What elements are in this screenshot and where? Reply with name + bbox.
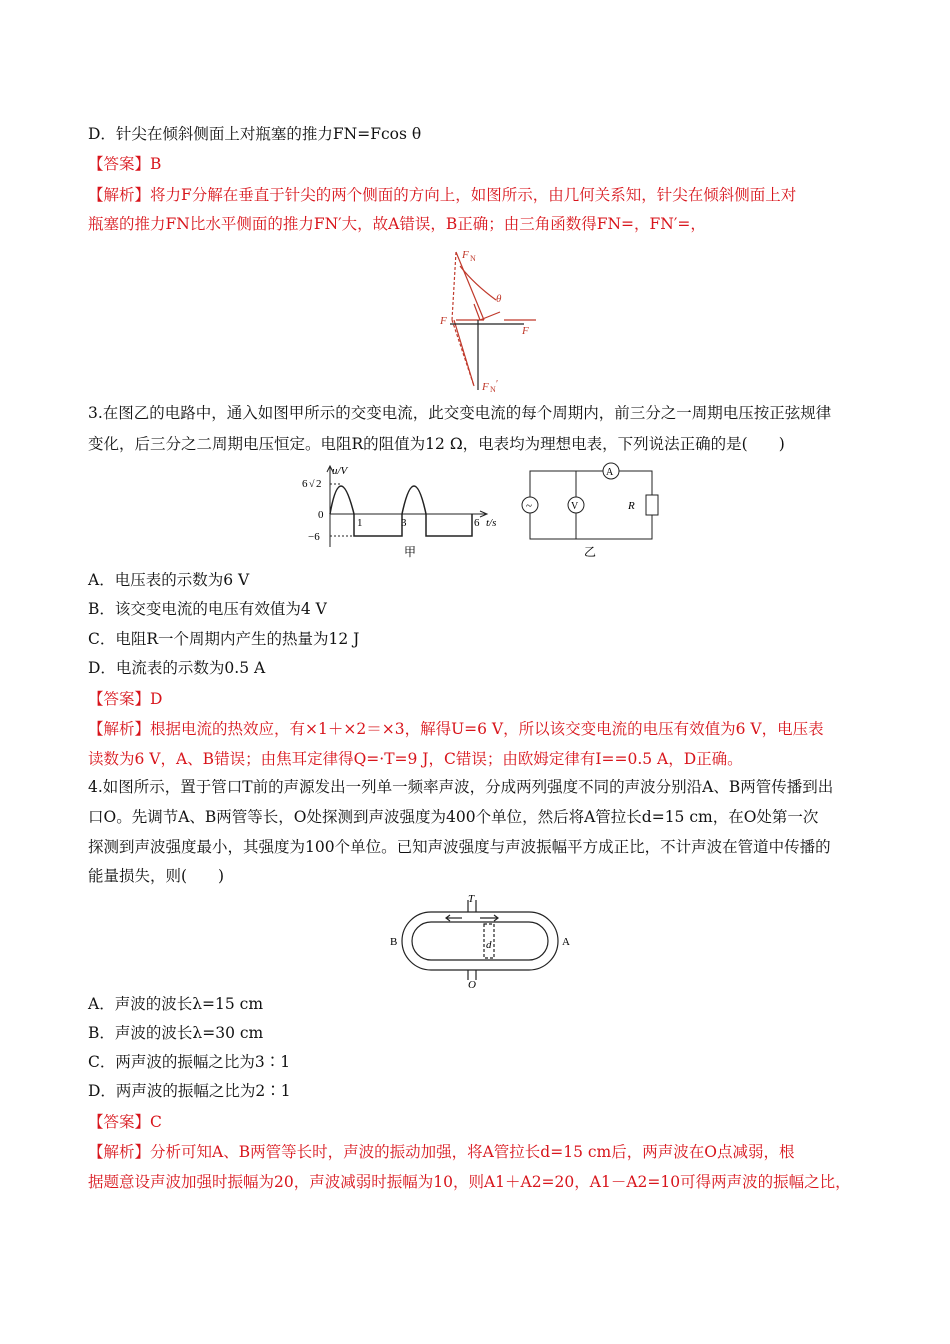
sine-hump-1 <box>330 486 354 514</box>
dashed-line <box>452 252 456 320</box>
answer-tag: 【答案】 <box>88 690 151 708</box>
x3-label: 3 <box>401 517 407 529</box>
tube-diagram <box>386 892 576 991</box>
q4-option-d: D．两声波的振幅之比为2∶1 <box>88 1082 291 1100</box>
resistor <box>646 495 658 515</box>
q4-stem-line1: 4.如图所示，置于管口T前的声源发出一列单一频率声波，分成两列强度不同的声波分别沿A、B两管传播到出 <box>88 778 834 796</box>
q3-stem-line2: 变化，后三分之二周期电压恒定。电阻R的阻值为12 Ω，电表均为理想电表，下列说法正确的是( ) <box>88 435 785 453</box>
ammeter-label: A <box>606 467 614 478</box>
answer-value: B <box>150 155 162 173</box>
t-axis-label: t/s <box>486 517 497 529</box>
q4-answer-line <box>88 1111 162 1133</box>
q3-analysis-line2: 读数为6 V，A、B错误；由焦耳定律得Q=·T=9 J，C错误；由欧姆定律有I==0.5 A，D正确。 <box>88 750 743 768</box>
circuit-caption: 乙 <box>584 545 597 559</box>
analysis-tag: 【解析】 <box>88 186 151 204</box>
answer-tag: 【答案】 <box>88 1113 151 1131</box>
q4-option-b: B．声波的波长λ=30 cm <box>88 1024 264 1042</box>
d-label: d <box>486 939 492 951</box>
y-top-label-a: 6 <box>302 478 308 490</box>
voltmeter-label: V <box>571 501 579 512</box>
q2-answer-line <box>88 153 161 175</box>
q4-analysis-line2: 据题意设声波加强时振幅为20，声波减弱时振幅为10，则A1＋A2=20，A1－A2=10可得两声波的振幅之比， <box>88 1173 851 1191</box>
q4-stem-line4: 能量损失，则( ) <box>88 867 225 885</box>
fn-prime-vector <box>454 320 474 386</box>
inner-tube <box>412 922 548 960</box>
analysis-tag: 【解析】 <box>88 1143 151 1161</box>
resistor-label: R <box>628 500 635 512</box>
sqrt-sign: √ <box>309 479 315 490</box>
outer-tube <box>402 912 558 970</box>
answer-tag: 【答案】 <box>88 155 151 173</box>
answer-value: C <box>150 1113 162 1131</box>
fn-prime-label: F <box>482 381 489 393</box>
y-zero-label: 0 <box>318 509 324 521</box>
graph-caption: 甲 <box>404 545 417 559</box>
y-bottom-label: −6 <box>308 531 320 543</box>
fn-prime-sub: N <box>490 385 496 394</box>
source-symbol: ~ <box>526 500 532 512</box>
theta-arc <box>460 266 496 300</box>
answer-value: D <box>150 690 163 708</box>
analysis-text: 分析可知A、B两管等长时，声波的振动加强，将A管拉长d=15 cm后，两声波在O点减弱，根 <box>150 1143 795 1161</box>
q4-option-a: A．声波的波长λ=15 cm <box>88 995 264 1013</box>
theta-label: θ <box>496 293 502 305</box>
q4-option-c: C．两声波的振幅之比为3∶1 <box>88 1053 291 1071</box>
q3-option-a: A．电压表的示数为6 V <box>88 571 250 589</box>
f-label-left: F <box>440 315 447 327</box>
t-label: T <box>468 893 475 905</box>
q3-option-d: D．电流表的示数为0.5 A <box>88 659 266 677</box>
voltage-graph <box>298 463 508 563</box>
q4-analysis-line1 <box>88 1141 794 1163</box>
u-axis-label: u/V <box>332 465 348 477</box>
analysis-text: 根据电流的热效应，有×1＋×2＝×3，解得U=6 V，所以该交变电流的电压有效值为6 V，电压表 <box>150 720 824 738</box>
analysis-text: 将力F分解在垂直于针尖的两个侧面的方向上，如图所示，由几何关系知，针尖在倾斜侧面上对 <box>150 186 797 204</box>
q3-stem-line1: 3.在图乙的电路中，通入如图甲所示的交变电流，此交变电流的每个周期内，前三分之一周期电压按正弦规律 <box>88 404 832 422</box>
analysis-tag: 【解析】 <box>88 720 151 738</box>
q3-option-b: B．该交变电流的电压有效值为4 V <box>88 600 327 618</box>
f-label-right: F <box>522 325 529 337</box>
sine-hump-2 <box>402 486 426 514</box>
constant-segment-2 <box>426 514 472 536</box>
a-label: A <box>562 936 570 948</box>
q3-option-c: C．电阻R一个周期内产生的热量为12 J <box>88 630 360 648</box>
fn-label-sub: N <box>470 254 476 263</box>
force-diagram <box>434 244 554 394</box>
q4-stem-line3: 探测到声波强度最小，其强度为100个单位。已知声波强度与声波振幅平方成正比，不计声波在管道中传播的 <box>88 838 831 856</box>
b-label: B <box>390 936 398 948</box>
fn-prime-mark: ′ <box>496 379 499 390</box>
q4-stem-line2: 口O。先调节A、B两管等长，O处探测到声波强度为400个单位，然后将A管拉长d=15 cm，在O处第一次 <box>88 808 819 826</box>
q2-analysis-line2: 瓶塞的推力FN比水平侧面的推力FN′大，故A错误，B正确；由三角函数得FN=，FN′=， <box>88 215 706 233</box>
q3-answer-line <box>88 688 162 710</box>
fn-label: F <box>462 249 469 261</box>
o-label: O <box>468 979 476 991</box>
y-top-label-b: 2 <box>316 478 322 490</box>
circuit-diagram <box>516 463 666 563</box>
q3-analysis-line1 <box>88 718 824 740</box>
x1-label: 1 <box>357 517 363 529</box>
q2-option-d: D．针尖在倾斜侧面上对瓶塞的推力FN=Fcos θ <box>88 125 422 143</box>
q2-analysis-line1 <box>88 184 796 206</box>
x6-label: 6 <box>474 517 480 529</box>
